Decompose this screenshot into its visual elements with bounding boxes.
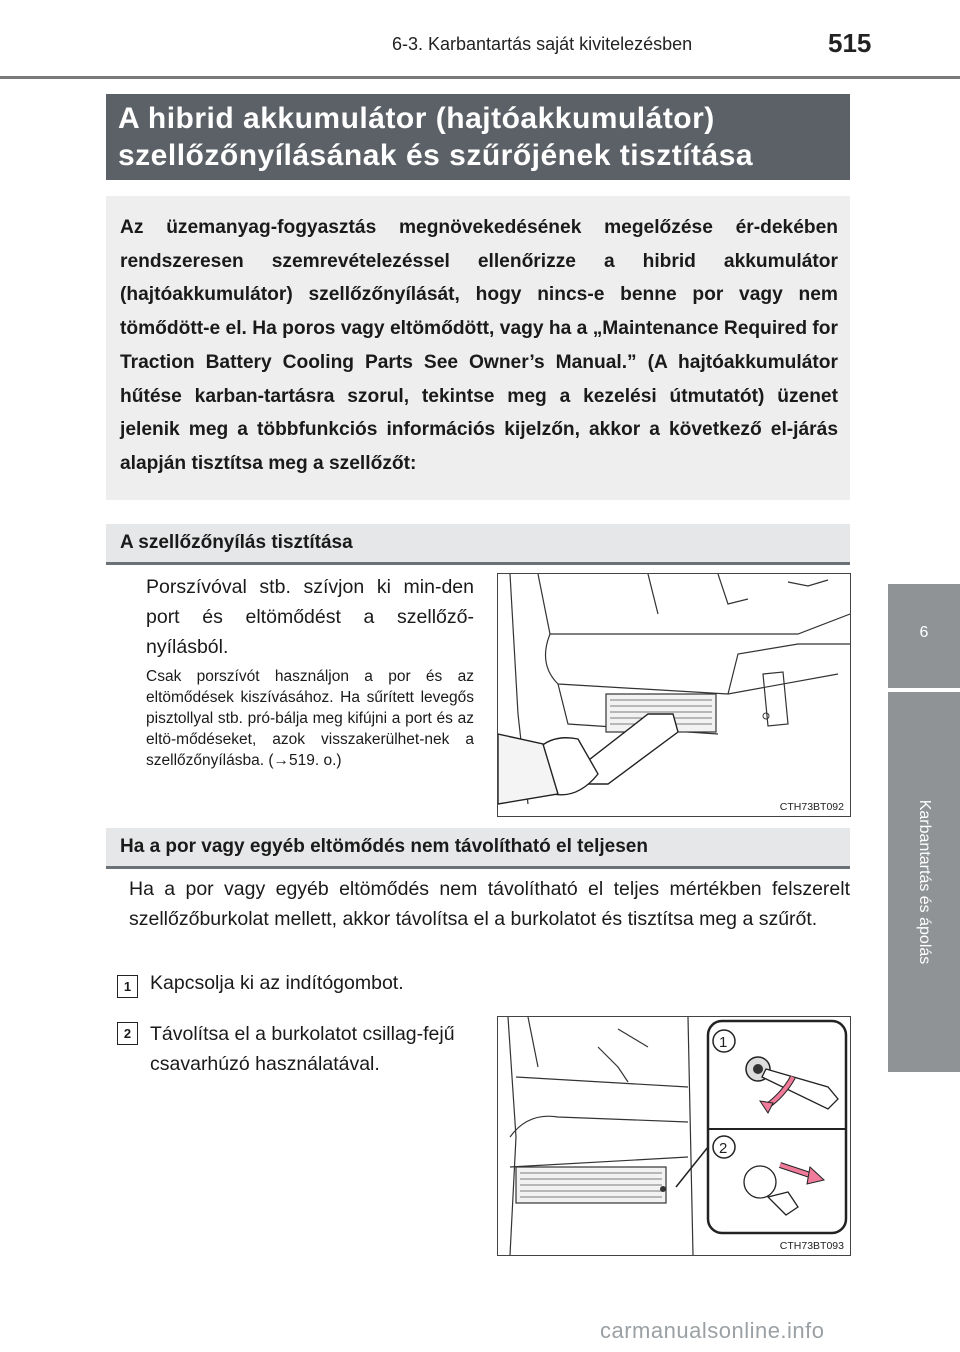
intro-box (106, 196, 850, 500)
section-heading-text: A szellőzőnyílás tisztítása (120, 532, 353, 553)
section-heading-vent-cleaning (106, 524, 850, 565)
section-heading-filter-cleaning (106, 828, 850, 869)
section-heading-text: Ha a por vagy egyéb eltömődés nem távolítható el teljesen (120, 836, 648, 857)
step-number-1: 1 (117, 975, 138, 998)
vent-cleaning-illustration (497, 573, 851, 817)
figure-code: CTH73BT092 (779, 801, 844, 813)
step-text-2: Távolítsa el a burkolatot csillag-fejű csavarhúzó használatával. (150, 1023, 455, 1075)
intro-text: Az üzemanyag-fogyasztás megnövekedésének megelőzése ér-dekében rendszeresen szemrevételezéssel ellenőrizze a hibrid akkumulátor (hajtóakkumulátor) szellőzőnyílását, hogy nincs-e benne por vagy nem tömődött-e el. Ha poros vagy eltömődött, vagy ha a „Maintenance Required for Traction Battery Cooling Parts See Owner’s Manual.” (A hajtóakkumulátor hűtése karban-tartásra szorul, tekintse meg a kezelési útmutatót) üzenet jelenik meg a többfunkciós információs kijelzőn, akkor a következő el-járás alapján tisztítsa meg a szellőzőt: (120, 217, 838, 474)
vacuum-vent-drawing (498, 574, 850, 816)
chapter-title-tab (888, 692, 960, 1072)
cover-removal-drawing (498, 1017, 850, 1255)
step-text-1: Kapcsolja ki az indítógombot. (150, 972, 404, 994)
callout-number-1: 1 (719, 1034, 728, 1051)
cover-removal-illustration (497, 1016, 851, 1256)
header-rule (0, 76, 960, 79)
vent-cleaning-instruction: Porszívóval stb. szívjon ki min-den port és eltömődést a szellőző-nyílásból. (146, 576, 474, 658)
callout-number-2: 2 (719, 1140, 728, 1157)
page-title-line1: A hibrid akkumulátor (hajtóakkumulátor) (118, 102, 715, 135)
filter-cleaning-instruction: Ha a por vagy egyéb eltömődés nem távolítható el teljes mértékben felszerelt szellőzőburkolat mellett, akkor távolítsa el a burkolatot és tisztítsa meg a szűrőt. (129, 878, 850, 930)
watermark-footer: carmanualsonline.info (600, 1318, 825, 1343)
chapter-title: Karbantartás és ápolás (916, 799, 933, 965)
page-title (106, 94, 850, 180)
chapter-number-tab (888, 584, 960, 688)
vent-cleaning-note: Csak porszívót használjon a por és az eltömődések kiszívásához. Ha sűrített levegős pisztollyal stb. pró-bálja meg kifújni a port és az eltö-mődéseket, azok visszakerülhet-nek a szellőzőnyílásba. (→519. o.) (146, 668, 474, 769)
page-number: 515 (828, 28, 872, 58)
figure-code: CTH73BT093 (779, 1240, 844, 1252)
step-number-2: 2 (117, 1022, 138, 1045)
running-header-section: 6-3. Karbantartás saját kivitelezésben (392, 34, 693, 54)
page-title-line2: szellőzőnyílásának és szűrőjének tisztítása (118, 139, 754, 172)
chapter-number: 6 (919, 624, 929, 641)
